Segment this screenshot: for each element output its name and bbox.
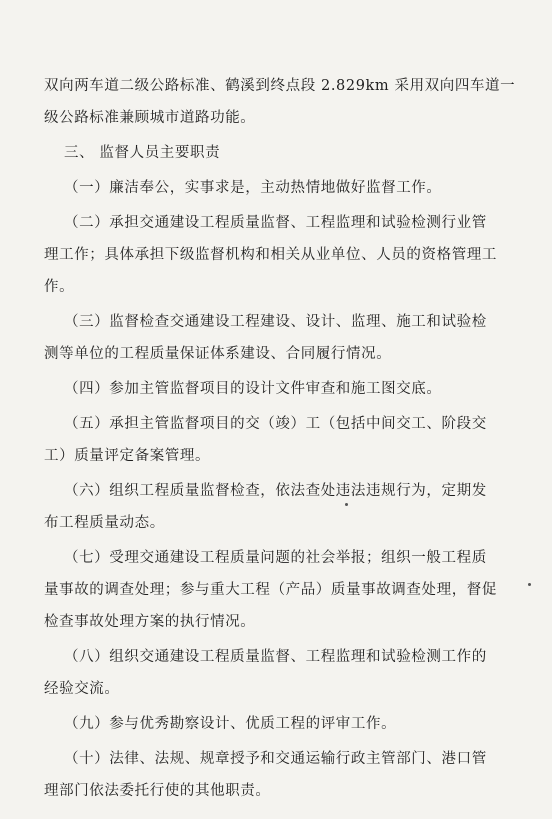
duty-item-3-cont: 测等单位的工程质量保证体系建设、合同履行情况。: [44, 346, 392, 362]
duty-item-10-cont: 理部门依法委托行使的其他职责。: [44, 783, 271, 799]
duty-item-6: （六）组织工程质量监督检查，依法查处违法违规行为，定期发: [64, 483, 487, 499]
duty-item-7: （七）受理交通建设工程质量问题的社会举报；组织一般工程质: [64, 550, 487, 566]
duty-item-3: （三）监督检查交通建设工程建设、设计、监理、施工和试验检: [64, 314, 487, 330]
document-body: [44, 70, 516, 807]
duty-item-10: （十）法律、法规、规章授予和交通运输行政主管部门、港口管: [64, 751, 487, 767]
duty-item-4: （四）参加主管监督项目的设计文件审查和施工图交底。: [64, 381, 442, 397]
duty-item-5: （五）承担主管监督项目的交（竣）工（包括中间交工、阶段交: [64, 416, 487, 432]
paragraph-line: 级公路标准兼顾城市道路功能。: [44, 110, 256, 126]
duty-item-2: （二）承担交通建设工程质量监督、工程监理和试验检测行业管: [64, 215, 487, 231]
duty-item-7-cont: 量事故的调查处理；参与重大工程（产品）质量事故调查处理，督促: [44, 582, 497, 598]
scan-speck: [528, 583, 531, 586]
duty-item-9: （九）参与优秀勘察设计、优质工程的评审工作。: [64, 716, 397, 732]
section-heading: 三、 监督人员主要职责: [64, 145, 221, 161]
scan-speck: [345, 503, 348, 506]
duty-item-2-cont: 理工作；具体承担下级监督机构和相关从业单位、人员的资格管理工: [44, 247, 497, 263]
duty-item-2-cont: 作。: [44, 279, 75, 295]
duty-item-7-cont: 检查事故处理方案的执行情况。: [44, 614, 256, 630]
duty-item-6-cont: 布工程质量动态。: [44, 515, 165, 531]
paragraph-line: 双向两车道二级公路标准、鹤溪到终点段 2.829km 采用双向四车道一: [44, 78, 516, 94]
duty-item-1: （一）廉洁奉公，实事求是，主动热情地做好监督工作。: [64, 180, 442, 196]
duty-item-5-cont: 工）质量评定备案管理。: [44, 448, 211, 464]
duty-item-8-cont: 经验交流。: [44, 681, 120, 697]
duty-item-8: （八）组织交通建设工程质量监督、工程监理和试验检测工作的: [64, 649, 487, 665]
